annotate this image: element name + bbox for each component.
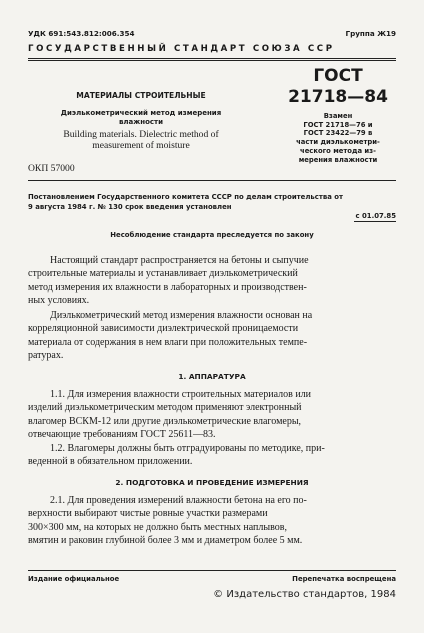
effective-date: с 01.07.85 bbox=[355, 212, 396, 220]
header-rule-top bbox=[28, 58, 396, 59]
reprint-notice: Перепечатка воспрещена bbox=[292, 575, 396, 583]
copyright-notice: © Издательство стандартов, 1984 bbox=[213, 589, 396, 600]
replaces-line: ГОСТ 23422—79 в bbox=[303, 129, 373, 138]
decree-text bbox=[28, 193, 400, 212]
section-1-paragraph-2 bbox=[28, 442, 398, 469]
replaces-block bbox=[280, 112, 396, 164]
text-line: строительные материалы и устанавливает диэлькометрический bbox=[28, 268, 298, 280]
decree-line: Постановлением Государственного комитета СССР по делам строительства от bbox=[28, 193, 343, 201]
intro-paragraph-2 bbox=[28, 309, 398, 362]
group-code: Группа Ж19 bbox=[345, 29, 396, 38]
header-rule-bottom bbox=[28, 60, 396, 61]
text-line: вмятин и раковин глубиной более 3 мм и диаметром более 5 мм. bbox=[28, 534, 303, 546]
standard-name: ГОСУДАРСТВЕННЫЙ СТАНДАРТ СОЮЗА ССР bbox=[28, 44, 335, 54]
replaces-label: Взамен bbox=[323, 112, 353, 120]
doc-title: МАТЕРИАЛЫ СТРОИТЕЛЬНЫЕ bbox=[76, 91, 206, 100]
decree-line: 9 августа 1984 г. № 130 срок введения установлен bbox=[28, 202, 232, 211]
text-line: верхности выбирают чистые ровные участки размерами bbox=[28, 508, 268, 520]
title-rule bbox=[28, 180, 396, 181]
replaces-line: части диэлькометри- bbox=[296, 138, 380, 147]
intro-paragraph-1 bbox=[28, 254, 398, 307]
section-1-paragraph-1 bbox=[28, 388, 398, 441]
english-title bbox=[30, 129, 252, 151]
gost-number: 21718—84 bbox=[288, 87, 388, 107]
section-1-heading: 1. АППАРАТУРА bbox=[178, 372, 246, 381]
text-line: материала от содержания в нем влаги при положительных темпе- bbox=[28, 336, 308, 348]
text-line: Диэлькометрический метод измерения влажности основан на bbox=[50, 310, 313, 321]
footer-rule bbox=[28, 570, 396, 571]
text-line: влагомер ВСКМ-12 или другие диэлькометрические влагомеры, bbox=[28, 415, 302, 427]
text-line: изделий диэлькометрическим методом применяют электронный bbox=[28, 402, 302, 414]
date-underline bbox=[354, 221, 396, 222]
section-2-paragraph-1 bbox=[28, 494, 398, 547]
replaces-line: ческого метода из- bbox=[300, 146, 376, 155]
udk-code: УДК 691:543.812:006.354 bbox=[28, 29, 135, 38]
official-edition: Издание официальное bbox=[28, 575, 120, 583]
subtitle-line: влажности bbox=[118, 118, 163, 126]
replaces-line: ГОСТ 21718—76 и bbox=[303, 120, 373, 129]
gost-label: ГОСТ bbox=[313, 66, 363, 86]
text-line: ных условиях. bbox=[28, 294, 90, 306]
section-2-heading: 2. ПОДГОТОВКА И ПРОВЕДЕНИЕ ИЗМЕРЕНИЯ bbox=[115, 478, 309, 487]
law-notice: Несоблюдение стандарта преследуется по закону bbox=[110, 231, 314, 239]
text-line: Настоящий стандарт распространяется на бетоны и сыпучие bbox=[50, 255, 309, 266]
text-line: веденной в обязательном приложении. bbox=[28, 456, 193, 468]
text-line: метод измерения их влажности в лабораторных и производствен- bbox=[28, 281, 307, 293]
text-line: корреляционной зависимости диэлектрической проницаемости bbox=[28, 323, 299, 335]
text-line: отвечающие требованиям ГОСТ 25611—83. bbox=[28, 428, 216, 440]
text-line: 1.1. Для измерения влажности строительных материалов или bbox=[50, 389, 312, 400]
english-title-line: Building materials. Dielectric method of bbox=[63, 129, 219, 140]
okp-code: ОКП 57000 bbox=[28, 163, 75, 174]
subtitle-line: Диэлькометрический метод измерения bbox=[60, 109, 222, 117]
text-line: 2.1. Для проведения измерений влажности бетона на его по- bbox=[50, 495, 307, 506]
text-line: 300×300 мм, на которых не должно быть местных наплывов, bbox=[28, 521, 287, 533]
doc-subtitle bbox=[30, 109, 252, 127]
text-line: ратурах. bbox=[28, 349, 64, 361]
text-line: 1.2. Влагомеры должны быть отградуированы по методике, при- bbox=[50, 443, 325, 454]
english-title-line: measurement of moisture bbox=[92, 140, 190, 151]
replaces-line: мерения влажности bbox=[298, 155, 378, 164]
